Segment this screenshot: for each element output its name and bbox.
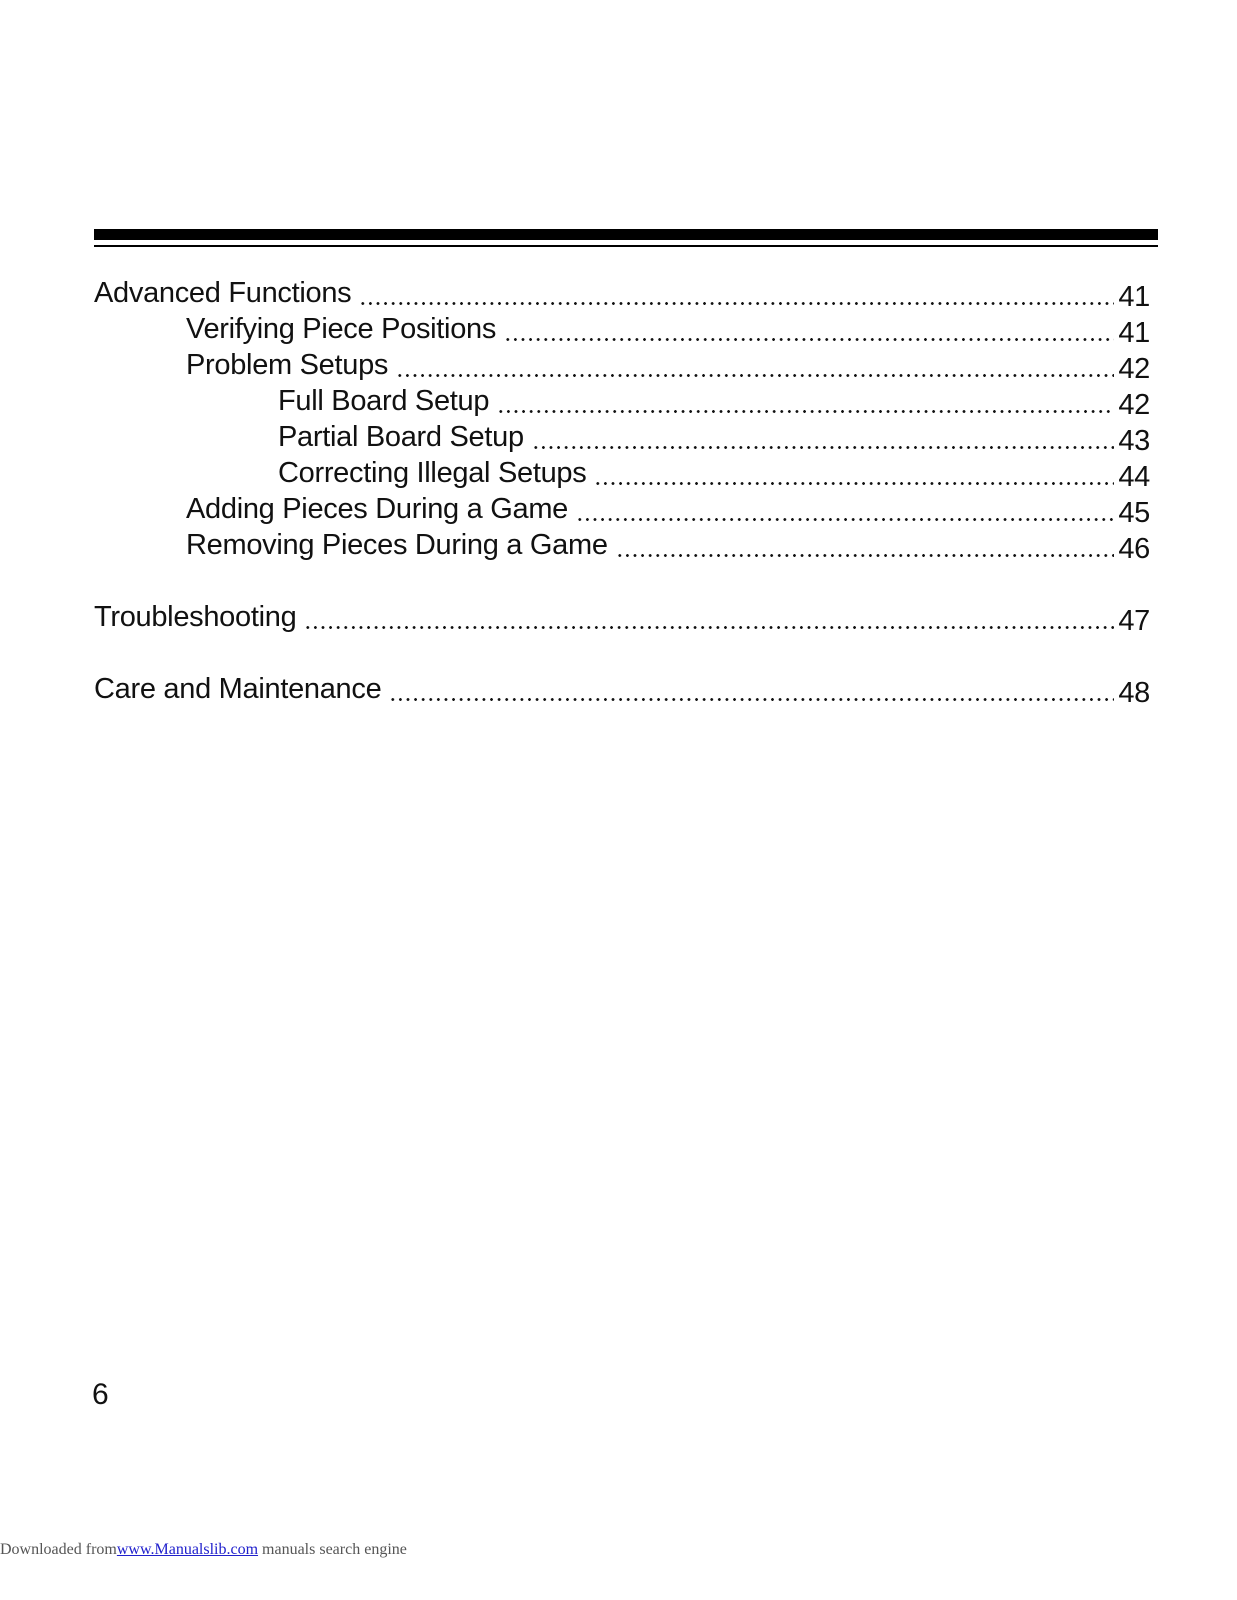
toc-entry-title: Adding Pieces During a Game [186, 493, 568, 525]
toc-dot-leader [532, 420, 1115, 454]
download-footer [0, 1540, 407, 1560]
toc-dot-leader [594, 456, 1114, 490]
toc-dot-leader [504, 312, 1114, 346]
toc-entry-title: Partial Board Setup [278, 421, 524, 453]
toc-entry-problem-setups[interactable] [186, 342, 1150, 382]
toc-entry-title: Advanced Functions [94, 277, 352, 309]
toc-entry-troubleshooting[interactable] [94, 594, 1150, 634]
toc-dot-leader [389, 672, 1114, 706]
toc-entry-page: 46 [1118, 533, 1150, 562]
toc-entry-page: 41 [1118, 317, 1150, 346]
toc-entry-title: Problem Setups [186, 349, 389, 381]
toc-entry-page: 42 [1118, 353, 1150, 382]
footer-prefix: Downloaded from [0, 1541, 117, 1558]
toc-entry-title: Verifying Piece Positions [186, 313, 497, 345]
toc-entry-advanced-functions[interactable] [94, 270, 1150, 310]
toc-dot-leader [576, 492, 1114, 526]
toc-entry-correcting-illegal-setups[interactable] [278, 450, 1150, 490]
toc-dot-leader [396, 348, 1114, 382]
toc-entry-page: 45 [1118, 497, 1150, 526]
toc-entry-page: 42 [1118, 389, 1150, 418]
toc-entry-title: Removing Pieces During a Game [186, 529, 608, 561]
toc-entry-page: 43 [1118, 425, 1150, 454]
toc-entry-page: 47 [1118, 605, 1150, 634]
toc-entry-partial-board-setup[interactable] [278, 414, 1150, 454]
toc-entry-adding-pieces[interactable] [186, 486, 1150, 526]
toc-entry-verifying-piece-positions[interactable] [186, 306, 1150, 346]
footer-suffix: manuals search engine [258, 1541, 407, 1558]
toc-dot-leader [359, 276, 1114, 310]
page-number: 6 [92, 1378, 109, 1411]
toc-entry-title: Troubleshooting [94, 601, 297, 633]
toc-dot-leader [304, 600, 1114, 634]
toc-entry-removing-pieces[interactable] [186, 522, 1150, 562]
toc-entry-title: Care and Maintenance [94, 673, 382, 705]
header-rule-thin [94, 245, 1158, 247]
toc-entry-title: Full Board Setup [278, 385, 490, 417]
toc-entry-page: 44 [1118, 461, 1150, 490]
toc-entry-care-and-maintenance[interactable] [94, 666, 1150, 706]
toc-entry-page: 48 [1118, 677, 1150, 706]
toc-dot-leader [616, 528, 1115, 562]
toc-dot-leader [497, 384, 1114, 418]
toc-entry-title: Correcting Illegal Setups [278, 457, 587, 489]
header-rule-thick [94, 229, 1158, 240]
manualslib-link[interactable]: www.Manualslib.com [116, 1541, 259, 1558]
toc-entry-page: 41 [1118, 281, 1150, 310]
toc-entry-full-board-setup[interactable] [278, 378, 1150, 418]
